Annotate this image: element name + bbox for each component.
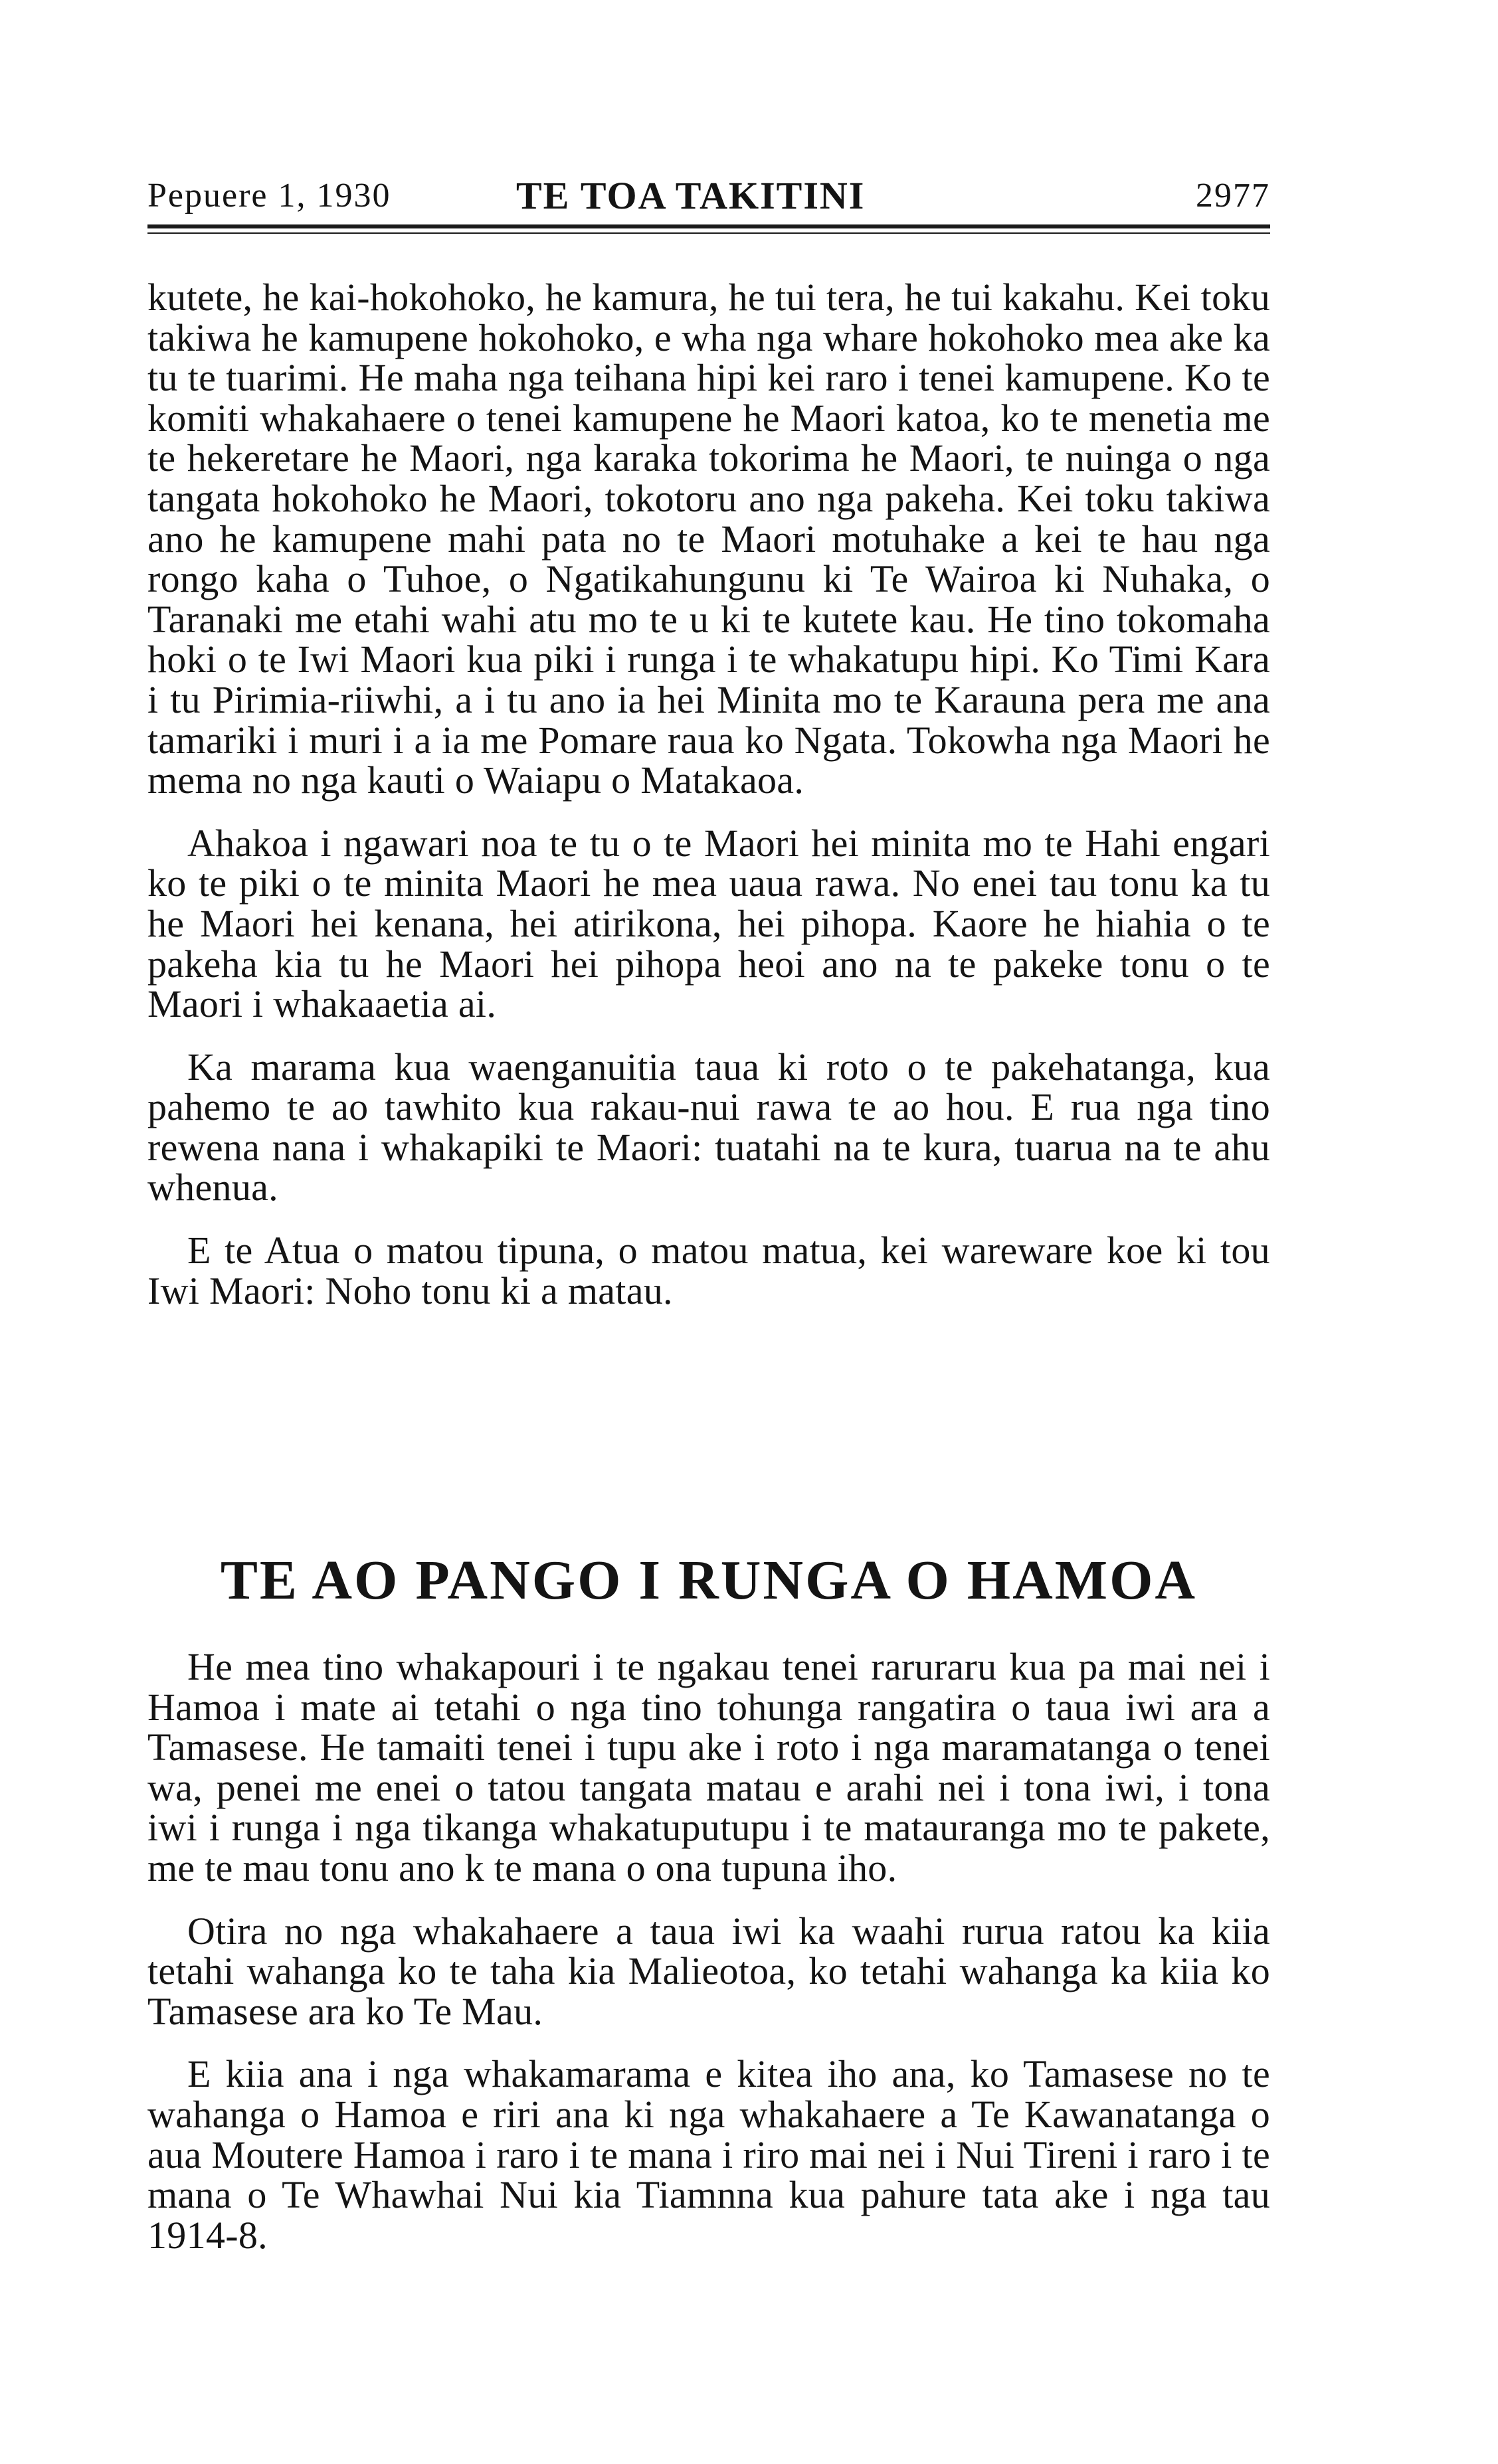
section-body xyxy=(147,1647,1270,2255)
section-paragraph-1: He mea tino whakapouri i te ngakau tenei raruraru kua pa mai nei i Hamoa i mate ai tetahi o nga tino tohunga rangatira o taua iwi ara a Tamasese. He tamaiti tenei i tupu ake i roto i nga maramatanga o tenei wa, penei me enei o tatou tangata matau e arahi nei i tona iwi, i tona iwi i runga i nga tikanga whakatuputupu i te matauranga mo te pakete, me te mau tonu ano k te mana o ona tupuna iho. xyxy=(147,1645,1270,1890)
header-rule-thick xyxy=(147,224,1270,228)
paragraph-4: E te Atua o matou tipuna, o matou matua, kei wareware koe ki tou Iwi Maori: Noho tonu ki a matau. xyxy=(147,1229,1270,1312)
paragraph-1: kutete, he kai-hokohoko, he kamura, he tui tera, he tui kakahu. Kei toku takiwa he kamupene hokohoko, e wha nga whare hokohoko mea ake ka tu te tuarimi. He maha nga teihana hipi kei raro i tenei kamupene. Ko te komiti whakahaere o tenei kamupene he Maori katoa, ko te menetia me te hekeretare he Maori, nga karaka tokorima he Maori, te nuinga o nga tangata hokohoko he Maori, tokotoru ano nga pakeha. Kei toku takiwa ano he kamupene mahi pata no te Maori motuhake a kei te hau nga rongo kaha o Tuhoe, o Ngatikahungunu ki Te Wairoa ki Nuhaka, o Taranaki me etahi wahi atu mo te u ki te kutete kau. He tino tokomaha hoki o te Iwi Maori kua piki i runga i te whakatupu hipi. Ko Timi Kara i tu Pirimia-riiwhi, a i tu ano ia hei Minita mo te Karauna pera me ana tamariki i muri i a ia me Pomare raua ko Ngata. Tokowha nga Maori he mema no nga kauti o Waiapu o Matakaoa. xyxy=(147,276,1270,802)
paragraph-3: Ka marama kua waenganuitia taua ki roto o te pakehatanga, kua pahemo te ao tawhito kua rakau-nui rawa te ao hou. E rua nga tino rewena nana i whakapiki te Maori: tuatahi na te kura, tuarua na te ahu whenua. xyxy=(147,1045,1270,1209)
section-paragraph-3: E kiia ana i nga whakamarama e kitea iho ana, ko Tamasese no te wahanga o Hamoa e riri ana ki nga whakahaere a Te Kawanatanga o aua Moutere Hamoa i raro i te mana i riro mai nei i Nui Tireni i raro i te mana o Te Whawhai Nui kia Tiamnna kua pahure tata ake i nga tau 1914-8. xyxy=(147,2052,1270,2257)
paragraph-2: Ahakoa i ngawari noa te tu o te Maori hei minita mo te Hahi engari ko te piki o te minita Maori he mea uaua rawa. No enei tau tonu ka tu he Maori hei kenana, hei atirikona, hei pihopa. Kaore he hiahia o te pakeha kia tu he Maori hei pihopa heoi ano na te pakeke tonu o te Maori i whakaaetia ai. xyxy=(147,821,1270,1026)
header-rule-thin xyxy=(147,232,1270,234)
page-number: 2977 xyxy=(1196,177,1270,215)
section-heading: TE AO PANGO I RUNGA O HAMOA xyxy=(220,1549,1198,1611)
publication-title: TE TOA TAKITINI xyxy=(516,174,866,217)
article-continuation xyxy=(147,278,1270,1311)
article-hamoa xyxy=(147,1547,1270,2255)
issue-date: Pepuere 1, 1930 xyxy=(147,177,391,215)
page-header xyxy=(147,169,1270,225)
section-paragraph-2: Otira no nga whakahaere a taua iwi ka waahi rurua ratou ka kiia tetahi wahanga ko te taha kia Malieotoa, ko tetahi wahanga ka kiia ko Tamasese ara ko Te Mau. xyxy=(147,1909,1270,2033)
